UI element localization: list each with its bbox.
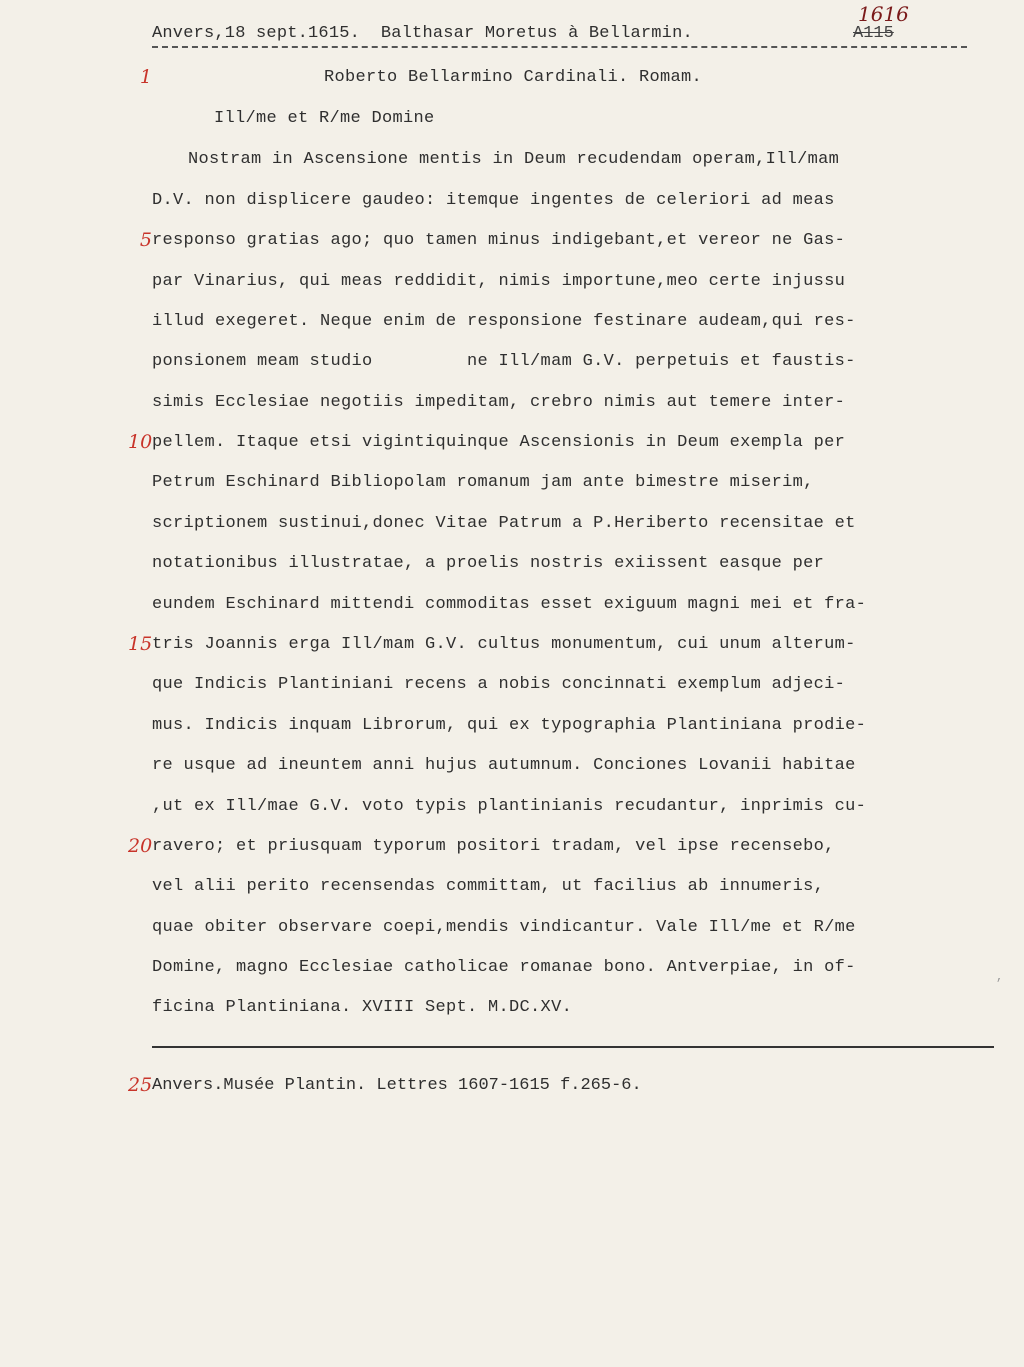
- address-line: Roberto Bellarmino Cardinali. Romam.: [324, 68, 703, 87]
- body-line: simis Ecclesiae negotiis impeditam, crebro nimis aut temere inter-: [152, 393, 846, 412]
- body-line: tris Joannis erga Ill/mam G.V. cultus monumentum, cui unum alterum-: [152, 635, 856, 654]
- body-line: D.V. non displicere gaudeo: itemque ingentes de celeriori ad meas: [152, 191, 835, 210]
- body-line: ponsionem meam studio ne Ill/mam G.V. perpetuis et faustis-: [152, 352, 856, 371]
- body-line: scriptionem sustinui,donec Vitae Patrum a P.Heriberto recensitae et: [152, 514, 856, 533]
- body-line: notationibus illustratae, a proelis nostris exiissent easque per: [152, 554, 825, 573]
- body-line: vel alii perito recensendas committam, ut facilius ab innumeris,: [152, 877, 825, 896]
- handwritten-folio-number: 1616: [858, 2, 909, 26]
- body-line: eundem Eschinard mittendi commoditas esset exiguum magni mei et fra-: [152, 595, 867, 614]
- salutation: Ill/me et R/me Domine: [214, 109, 435, 128]
- page-header: Anvers,18 sept.1615. Balthasar Moretus à Bellarmin.: [152, 24, 693, 43]
- body-line: pellem. Itaque etsi vigintiquinque Ascensionis in Deum exempla per: [152, 433, 846, 452]
- struck-folio-number: A115: [853, 24, 894, 43]
- footnote-source: Anvers.Musée Plantin. Lettres 1607-1615 f.265-6.: [152, 1076, 642, 1095]
- margin-line-number: 25: [128, 1074, 153, 1096]
- body-line: ,ut ex Ill/mae G.V. voto typis plantinianis recudantur, inprimis cu-: [152, 797, 867, 816]
- body-line: ravero; et priusquam typorum positori tradam, vel ipse recensebo,: [152, 837, 835, 856]
- body-line: ficina Plantiniana. XVIII Sept. M.DC.XV.: [152, 998, 573, 1017]
- body-line: Petrum Eschinard Bibliopolam romanum jam ante bimestre miserim,: [152, 473, 814, 492]
- footnote-rule: [152, 1046, 994, 1048]
- margin-line-number: 20: [128, 835, 153, 857]
- body-line: re usque ad ineuntem anni hujus autumnum. Conciones Lovanii habitae: [152, 756, 856, 775]
- body-line: responso gratias ago; quo tamen minus indigebant,et vereor ne Gas-: [152, 231, 846, 250]
- body-line: quae obiter observare coepi,mendis vindicantur. Vale Ill/me et R/me: [152, 918, 856, 937]
- body-line: illud exegeret. Neque enim de responsione festinare audeam,qui res-: [152, 312, 856, 331]
- body-line: Nostram in Ascensione mentis in Deum recudendam operam,Ill/mam: [188, 150, 840, 169]
- margin-line-number: 15: [128, 633, 153, 655]
- margin-line-number: 5: [139, 229, 152, 251]
- body-line: Domine, magno Ecclesiae catholicae romanae bono. Antverpiae, in of-: [152, 958, 856, 977]
- body-line: que Indicis Plantiniani recens a nobis concinnati exemplum adjeci-: [152, 675, 846, 694]
- stray-mark: ,: [996, 970, 1004, 984]
- body-line: par Vinarius, qui meas reddidit, nimis importune,meo certe injussu: [152, 272, 846, 291]
- margin-line-number: 1: [139, 66, 152, 88]
- header-rule: [152, 46, 967, 48]
- margin-line-number: 10: [128, 431, 153, 453]
- body-line: mus. Indicis inquam Librorum, qui ex typographia Plantiniana prodie-: [152, 716, 867, 735]
